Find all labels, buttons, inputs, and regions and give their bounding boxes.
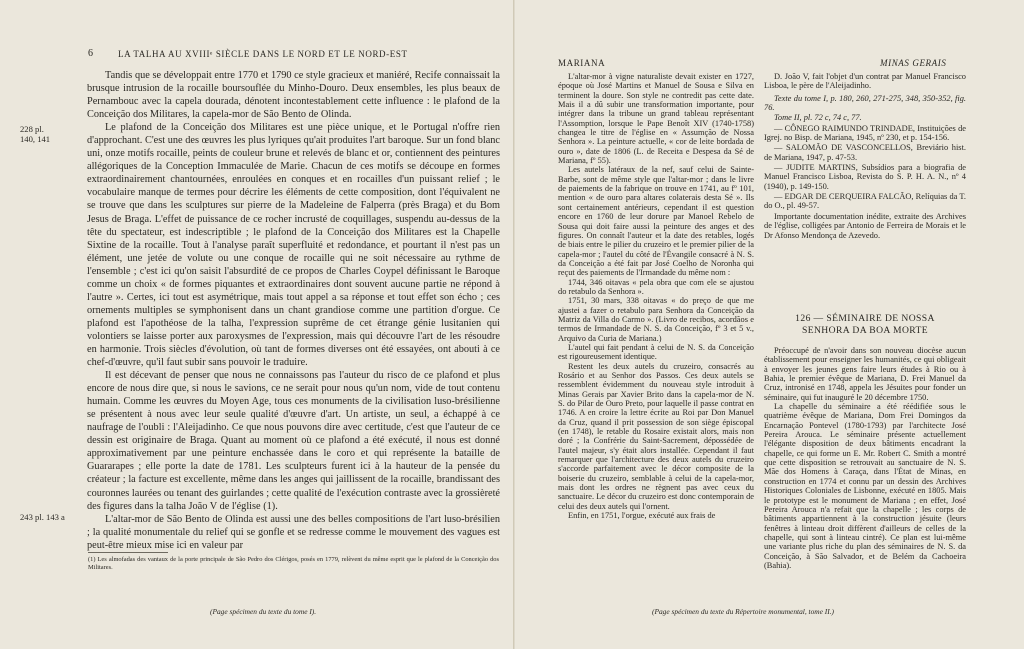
left-footnote: (1) Les almofadas des vantaux de la porte principale de São Pedro dos Clérigos, posés en 1779, relèvent du même esprit que le plafond de la Conceição dos Militares. — [88, 556, 499, 571]
paragraph: Tandis que se développait entre 1770 et 1790 ce style gracieux et maniéré, Recife connaissait la brusque intrusion de la rocaille boursouflée du Minho-Douro. Deux ensembles, les plus beaux de Pernambouc avec la capela dourada, dénotent incontestablement cette influence : le plafond de la Conceição dos Militares, la capela-mor de São Bento de Olinda. — [87, 70, 500, 121]
paragraph: L'autel qui fait pendant à celui de N. S. da Conceição est rigoureusement identique. — [558, 342, 754, 362]
reference-line: Tome II, pl. 72 c, 74 c, 77. — [774, 113, 862, 123]
section-heading-line-1: 126 — SÉMINAIRE DE NOSSA — [795, 313, 935, 324]
right-page-caption: (Page spécimen du texte du Répertoire monumental, tome II.) — [652, 607, 834, 616]
margin-note-plates-140: 228 pl. 140, 141 — [20, 124, 51, 144]
paragraph: Enfin, en 1751, l'orgue, exécuté aux frais de — [568, 511, 716, 521]
bibliography-entry: — SALOMÃO DE VASCONCELLOS, Breviário hist. de Mariana, 1947, p. 47-53. — [764, 143, 966, 162]
paragraph: Il est décevant de penser que nous ne connaissons pas l'auteur du risco de ce plafond et plus encore de nous dire que, si nous le savions, ce ne serait pour nous qu'un nom, vide de tout contenu humain. Comme les œuvres du Moyen Age, tous ces monuments de la civilisation luso-brésilienne se présentent à nous avec leur seule qualité d'œuvre d'art. Un artiste, un seul, a échappé à ce naufrage de l'oubli : l'Aleijadinho. Ce que nous pouvons dire avec certitude, c'est que l'auteur de ce dessin est originaire de Braga. Quant au moment où ce plafond a été exécuté, il nous est donné approximativement par une peinture enchassée dans le coro et qui représente la bataille de Guararapes ; elle porte la date de 1781. Les sculpteurs furent ici à la hauteur de la pensée du créateur ; la facture est excellente, même dans les anges qui jaillissent de la rocaille, brandissant des couronnes laurées ou tenant des guirlandes ; cette qualité de l'exécution contraste avec la grossièreté des figures dans la talha João V de l'église (1). — [87, 370, 500, 512]
bibliography-entry: — EDGAR DE CERQUEIRA FALCÃO, Relíquias da T. do O., pl. 49-57. — [764, 192, 966, 211]
paragraph: L'altar-mor à vigne naturaliste devait exister en 1727, époque où José Martins et Manuel de Sousa e Silva en terminent la doure. Son style ne contredit pas cette date. Mais il a dû subir une transformation importante, pour intégrer dans la tribune un grand tableau représentant l'Assomption, lorsque le Pape Benoît XIV (1740-1758) changea le titre de l'église en « Assumção de Nossa Senhora ». La peinture actuelle, « cor de leite bordada de ouro », date de 1806 (L. de Receita e Despesa da Sé de Mariana, fº 55). — [558, 72, 754, 166]
right-column-2-seminary — [764, 346, 966, 570]
section-heading — [764, 313, 966, 337]
footnote-rule — [88, 552, 168, 553]
right-running-head-left: MARIANA — [558, 58, 606, 68]
bibliography-entry: — JUDITE MARTINS, Subsídios para a biografia de Manuel Francisco Lisboa, Revista do S. P. H. A. N., nº 4 (1940), p. 149-150. — [764, 163, 966, 191]
left-page-number: 6 — [88, 48, 93, 59]
paragraph: Restent les deux autels du cruzeiro, consacrés au Rosário et au Senhor dos Passos. Ces deux autels se ressemblent évidemment du nouveau style introduit à Minas Gerais par Xavier Brito dans la capela-mor de N. S. do Pilar de Ouro Preto, pour laquelle il passe contrat en 1746. A en croire la lettre écrite au Roi par Don Manuel da Cruz, quand il prit possession de son siège épiscopal (en 1748), le retable du Rosaire existait alors, mais non doré ; la Confrérie du Saint-Sacrement, dépossédée de l'autel majeur, s'y était alors installée. Cependant il faut remarquer que l'architecture des deux autels du cruzeiro s'accorde parfaitement avec le décor composite de la boiserie du cruzeiro, semblable à celui de la capela-mor, mais dont les ordres ne règnent pas avec ceux du sanctuaire. Le décor du cruzeiro est donc contemporain de celui des deux autels qui l'ornent. — [558, 361, 754, 511]
paragraph: 1744, 346 oitavas « pela obra que com ele se ajustou do retabulo da Senhora ». — [558, 277, 754, 296]
paragraph: Les autels latéraux de la nef, sauf celui de Sainte-Barbe, sont de même style que l'altar-mor ; dans le livre de paiements de la fabrique on trouve en 1741, au fº 101, mention « de ouro para altares colaterais desta Sé ». Ils sont certainement antérieurs, cependant il est question encore en 1760 de leur dorure par Manoel Rebelo de Sousa qui doit faire aussi la peinture des anges et des figures. On connaît l'auteur et la date des retables, logés de biais entre le pilier du cruzeiro et le premier pilier de la capela-mor ; l'autel du côté de l'Évangile consacré à N. S. da Conceição a été fait par José Coelho de Noronha qui reçut des paiements de l'Irmandade du même nom : — [558, 165, 754, 278]
paragraph: La chapelle du séminaire a été réédifiée sous le quatrième évêque de Mariana, Dom Frei Domingos da Encarnação Pontevel (1780-1793) par l'architecte José Pereira Arouca. Le séminaire présente actuellement l'élégante disposition de deux bâtiments encadrant la chapelle, ce qui forme un E. Mr. Robert C. Smith a montré que cette disposition se retrouvait au sanctuaire de N. S. Mãe dos Homens à Caraça, dans l'État de Minas, en construction en 1774 et connu par un dessin des Archives Historiques Coloniales de Lisbonne, exécuté en 1805. Mais le prototype est le monument de Mariana ; en effet, José Pereira Arouca n'a refait que la chapelle ; les corps de bâtiments appartiennent à la construction jésuite (leurs fenêtres à linteau droit diffèrent d'ailleurs de celles de la chapelle, qui sont à linteau cintré). Ce plan est lui-même une variante plus riche du plan des séminaires de N. S. da Conceição, à São Salvador, et de Belém da Cachoeira (Bahia). — [764, 402, 966, 570]
right-running-head-right: MINAS GERAIS — [880, 58, 947, 68]
right-page — [516, 0, 1024, 649]
left-running-head: LA TALHA AU XVIIIᵉ SIÈCLE DANS LE NORD ET LE NORD-EST — [118, 49, 408, 59]
paragraph: Le plafond de la Conceição dos Militares est une pièce unique, et le Portugal n'offre rien d'approchant. C'est une des œuvres les plus lyriques qu'ait produites l'art baroque. Sur un fond blanc uni, onze motifs rocaille, peints de couleur brune et relevés de blanc et or, contiennent des peintures allégoriques de la Conception Immaculée de Marie. Chacun de ces motifs se découpe en formes extraordinairement chantournées, enroulées en conques et en rocailles d'un puissant relief ; le vocabulaire manque de termes pour décrire les éléments de cette composition, dont l'équivalent ne se trouve que dans les sculptures sur pierre de la Madeleine de Falperra (près Braga) et du Bom Jesus de Braga. L'effet de puissance de ce rocher incrusté de coquillages, suspendu au-dessus de la tête du spectateur, est indescriptible ; le plafond de la Conceição dos Militares est la Chapelle Sixtine de la rocaille. Tout à l'analyse paraît superfluité et redondance, et pourtant il n'est pas un élément, une jetée de volute ou une conque de rocaille qui ne soit nécessaire au rythme de l'ensemble ; c'est ici qu'on saisit l'absurdité de ce propos de Charles Coypel définissant le Baroque comme un choix « de formes piquantes et extraordinaires dont souvent aucune partie ne répond à l'autre ». Certes, ici tout est asymétrique, mais tout appel a sa réponse et tout effet son écho ; ces ornements multiples se symphonisent dans un chant grandiose comme une partition d'orgue. Ce plafond est l'apothéose de la talha, l'expression suprême de cet étrange génie lusitanien qui volontiers se laisse porter aux paroxysmes de l'expression, mais qui découvre l'art de les résoudre en harmonie. Trois siècles d'évolution, où tant de formes diverses ont été essayées, ont abouti à ce chef-d'œuvre, qu'il faut subir sans pouvoir le traduire. — [87, 122, 500, 369]
right-column-2-top — [764, 72, 966, 241]
bibliography-entry: Importante documentation inédite, extraite des Archives de l'église, colligées par Antonio de Ferreira de Morais et le Dr Afonso Mendonça de Azevedo. — [764, 211, 966, 240]
left-body-text — [87, 69, 500, 552]
section-heading-line-2: SENHORA DA BOA MORTE — [801, 325, 929, 336]
bibliography-entry: — CÔNEGO RAIMUNDO TRINDADE, Instituições de Igrej. no Bisp. de Mariana, 1945, nº 230, et p. 154-156. — [764, 123, 966, 143]
paragraph: D. João V, fait l'objet d'un contrat par Manuel Francisco Lisboa, le père de l'Aleijadinho. — [764, 72, 966, 91]
margin-note-plate-143: 243 pl. 143 a — [20, 512, 65, 522]
reference-line: Texte du tome I, p. 180, 260, 271-275, 348, 350-352, fig. 76. — [764, 93, 966, 113]
right-column-1 — [558, 72, 754, 521]
left-page-caption: (Page spécimen du texte du tome I). — [210, 607, 317, 616]
paragraph: Préoccupé de n'avoir dans son nouveau diocèse aucun établissement pour enseigner les humanités, ce qui obligeait à envoyer les jeunes gens faire leurs études à Rio ou à Bahia, le premier évêque de Mariana, D. Frei Manuel da Cruz, intronisé en 1748, appela les Jésuites pour fonder un séminaire, qui fut inauguré le 20 décembre 1750. — [764, 346, 966, 402]
paragraph: L'altar-mor de São Bento de Olinda est aussi une des belles compositions de l'art luso-brésilien ; la qualité monumentale du relief qui se gonfle et se redresse comme le mouvement des vagues est peut-être mieux mise ici en valeur par — [87, 513, 500, 551]
paragraph: 1751, 30 mars, 338 oitavas « do preço de que me ajustei a fazer o retabulo para Senhora da Conceição da Matriz da Villa do Carmo ». (Livro de recibos, acordãos e termos de Irmandade de N. S. da Conceição, fº 3 et 5 v., Arquivo da Curia de Mariana.) — [558, 296, 754, 343]
